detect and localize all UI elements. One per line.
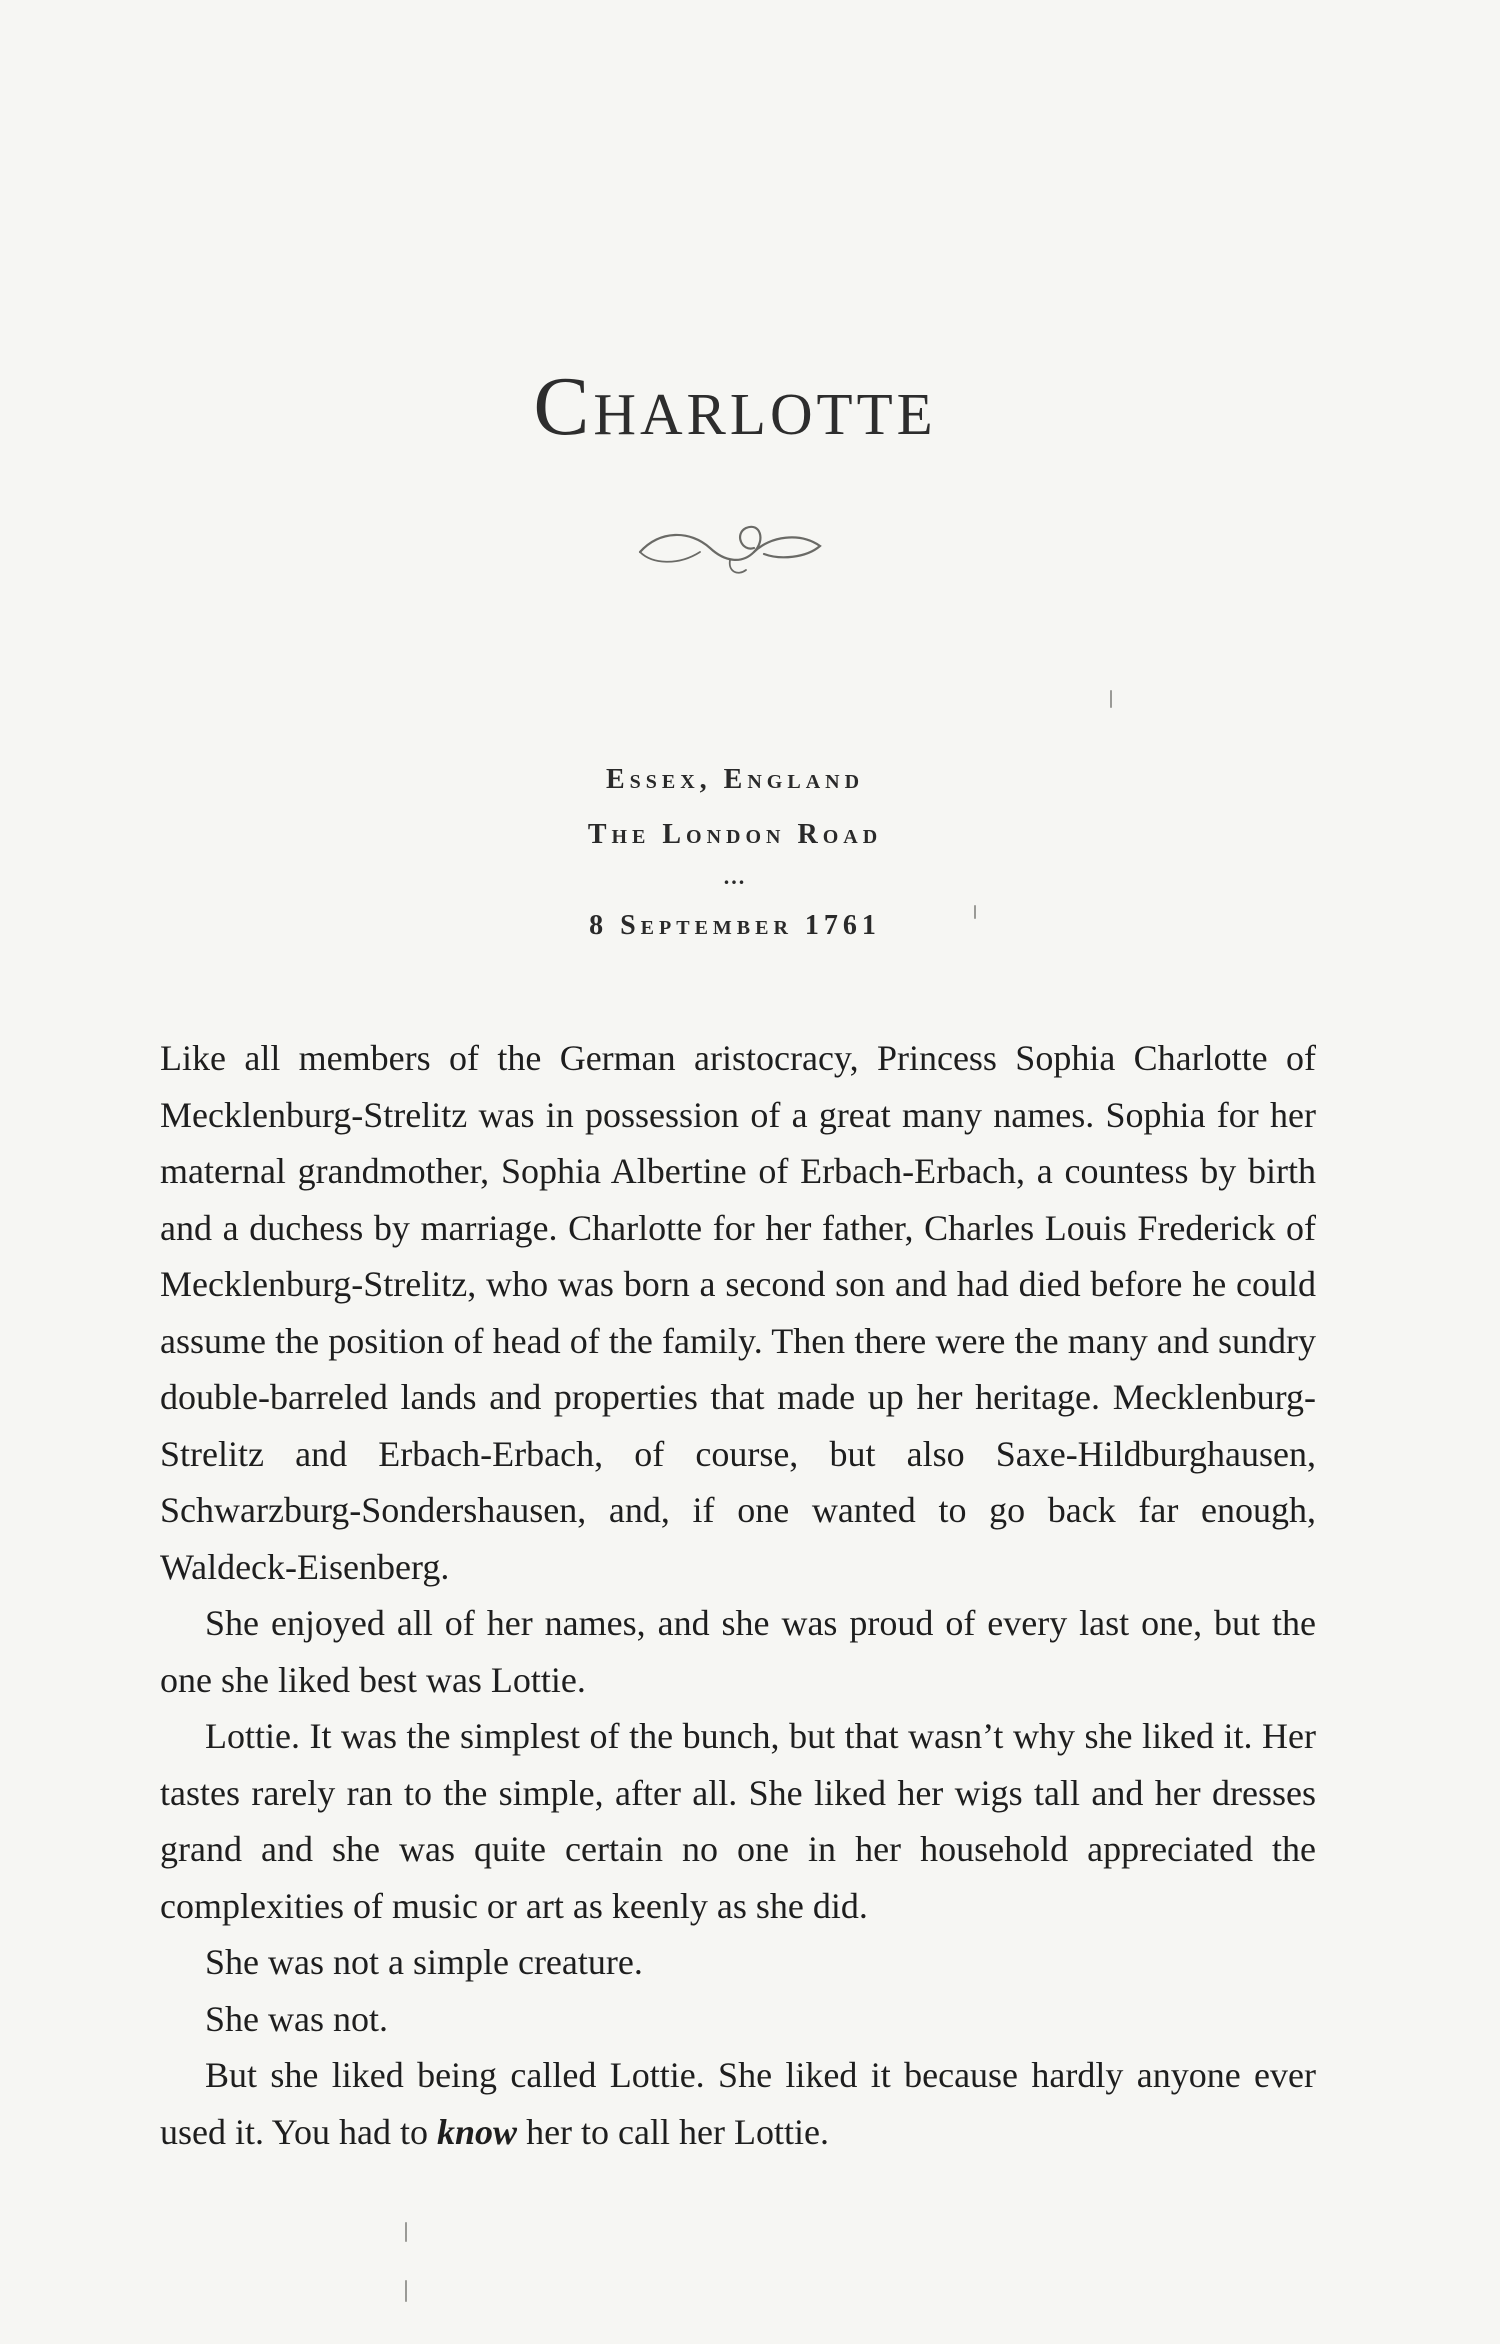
paragraph-1: Like all members of the German aristocracy, Princess Sophia Charlotte of Mecklenburg-Strelitz was in possession of a great many names. Sophia for her maternal grandmother, Sophia Albertine of Erbach-Erbach, a countess by birth and a duchess by marriage. Charlotte for her father, Charles Louis Frederick of Mecklenburg-Strelitz, who was born a second son and had died before he could assume the position of head of the family. Then there were the many and sundry double-barreled lands and properties that made up her heritage. Mecklenburg-Strelitz and Erbach-Erbach, of course, but also Saxe-Hildburghausen, Schwarzburg-Sondershausen, and, if one wanted to go back far enough, Waldeck-Eisenberg. [160, 1038, 1316, 1587]
flourish-ornament-icon [630, 500, 830, 580]
dateline-place: Essex, England [605, 764, 865, 795]
paragraph-6-text-start: But she liked being called Lottie. She liked it because hardly anyone ever used it. You had to [160, 2055, 1316, 2152]
chapter-dateline [0, 752, 1470, 953]
scan-speck [405, 2222, 407, 2242]
scan-speck [1110, 690, 1112, 708]
dateline-date: 8 September 1761 [589, 910, 881, 941]
paragraph-2: She enjoyed all of her names, and she was proud of every last one, but the one she liked best was Lottie. [160, 1603, 1316, 1700]
dateline-road: The London Road [587, 819, 883, 850]
dateline-separator: ... [723, 864, 747, 889]
paragraph-6 [160, 2047, 1316, 2160]
paragraph-3: Lottie. It was the simplest of the bunch, but that wasn’t why she liked it. Her tastes rarely ran to the simple, after all. She liked her wigs tall and her dresses grand and she was quite certain no one in her household appreciated the complexities of music or art as keenly as she did. [160, 1716, 1316, 1926]
paragraph-6-text-end: her to call her Lottie. [517, 2111, 829, 2152]
scan-speck [974, 905, 976, 919]
scan-speck [405, 2280, 407, 2302]
paragraph-4: She was not a simple creature. [205, 1942, 643, 1982]
paragraph-6-emphasis: know [437, 2111, 518, 2152]
chapter-body [160, 1030, 1316, 2160]
chapter-title: Charlotte [533, 360, 937, 453]
paragraph-5: She was not. [205, 1998, 388, 2039]
